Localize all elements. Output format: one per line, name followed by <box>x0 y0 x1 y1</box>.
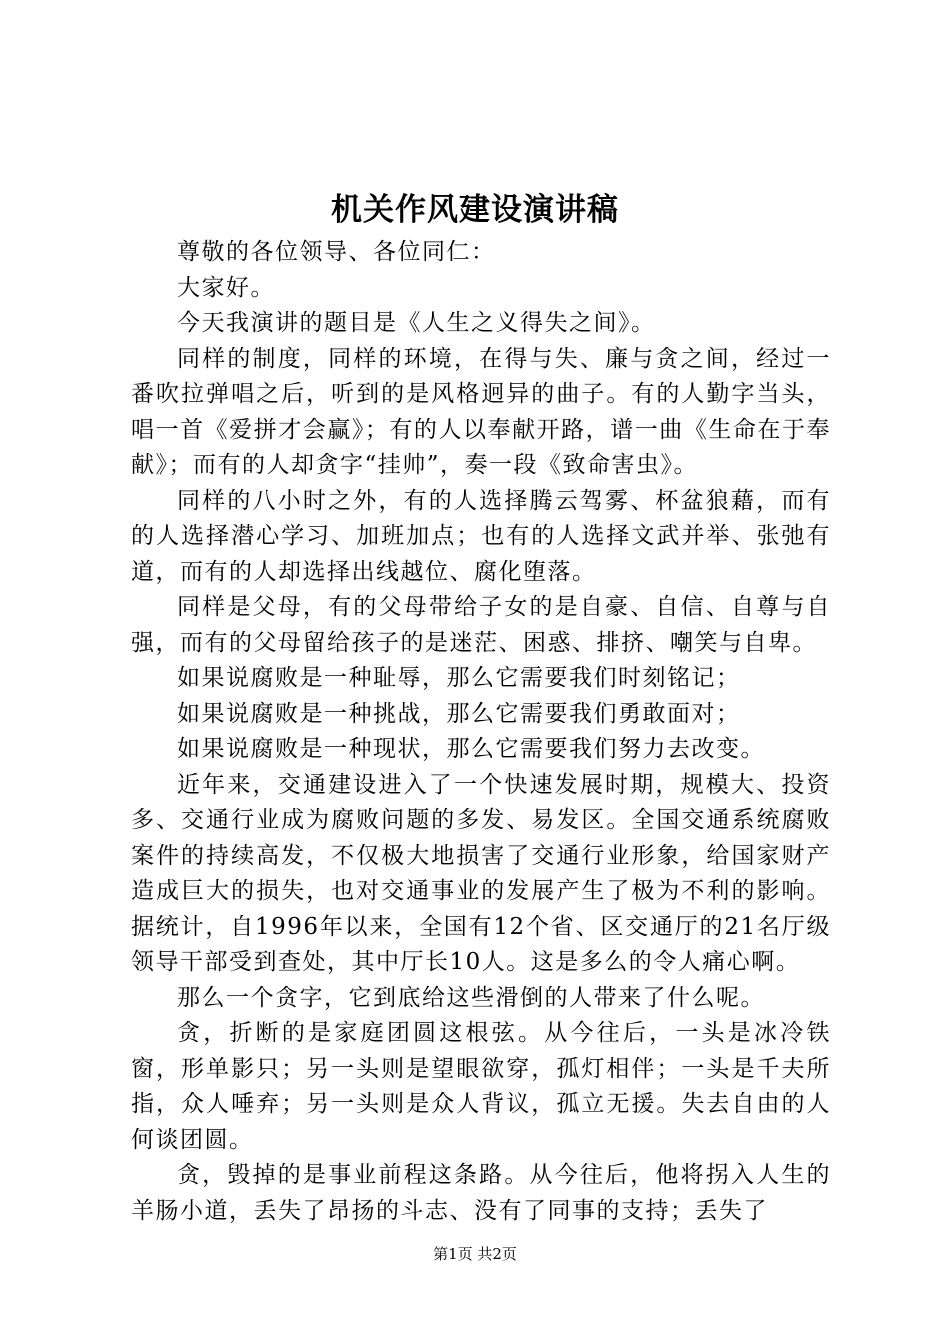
paragraph: 如果说腐败是一种耻辱，那么它需要我们时刻铭记； <box>177 665 741 691</box>
paragraph: 如果说腐败是一种现状，那么它需要我们努力去改变。 <box>177 736 765 762</box>
page-number-footer: 第1页 共2页 <box>433 1245 517 1263</box>
paragraph: 同样的八小时之外，有的人选择腾云驾雾、杯盆狼藉，而有的人选择潜心学习、加班加点；也有的人选择文武并举、张弛有道，而有的人却选择出线越位、腐化堕落。 <box>131 487 831 585</box>
paragraph: 贪，折断的是家庭团圆这根弦。从今往后，一头是冰冷铁窗，形单影只；另一头则是望眼欲穿，孤灯相伴；一头是千夫所指，众人唾弃；另一头则是众人背议，孤立无援。失去自由的人何谈团圆。 <box>131 1020 831 1153</box>
paragraph: 同样的制度，同样的环境，在得与失、廉与贪之间，经过一番吹拉弹唱之后，听到的是风格迥异的曲子。有的人勤字当头，唱一首《爱拼才会赢》；有的人以奉献开路，谱一曲《生命在于奉献》；而有的人却贪字“挂帅”，奏一段《致命害虫》。 <box>131 345 831 478</box>
document-body <box>131 235 831 1229</box>
paragraph: 如果说腐败是一种挑战，那么它需要我们勇敢面对； <box>177 700 741 727</box>
document-title: 机关作风建设演讲稿 <box>331 192 619 228</box>
paragraph: 今天我演讲的题目是《人生之义得失之间》。 <box>177 310 656 336</box>
paragraph: 贪，毁掉的是事业前程这条路。从今往后，他将拐入人生的羊肠小道，丢失了昂扬的斗志、没有了同事的支持；丢失了 <box>131 1162 831 1224</box>
paragraph: 大家好。 <box>177 274 275 301</box>
paragraph: 尊敬的各位领导、各位同仁： <box>177 239 496 265</box>
paragraph: 同样是父母，有的父母带给子女的是自豪、自信、自尊与自强，而有的父母留给孩子的是迷茫、困惑、排挤、嘲笑与自卑。 <box>131 594 831 656</box>
paragraph: 近年来，交通建设进入了一个快速发展时期，规模大、投资多、交通行业成为腐败问题的多发、易发区。全国交通系统腐败案件的持续高发，不仅极大地损害了交通行业形象，给国家财产造成巨大的损失，也对交通事业的发展产生了极为不利的影响。据统计，自1996年以来，全国有12个省、区交通厅的21名厅级领导干部受到查处，其中厅长10人。这是多么的令人痛心啊。 <box>131 771 831 975</box>
paragraph: 那么一个贪字，它到底给这些滑倒的人带来了什么呢。 <box>177 984 765 1011</box>
